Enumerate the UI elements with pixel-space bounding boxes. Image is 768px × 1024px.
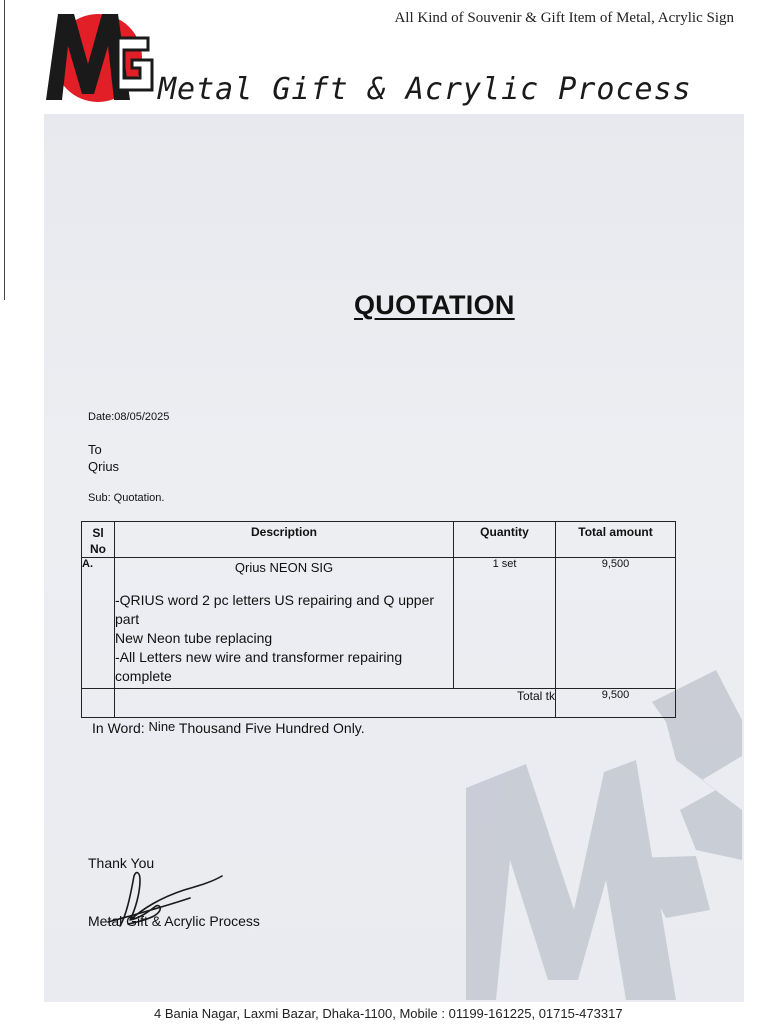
mg-logo-icon [44,8,154,104]
page-edge-rule [4,0,5,300]
footer-address: 4 Bania Nagar, Laxmi Bazar, Dhaka-1100, Mobile : 01199-161225, 01715-473317 [154,1006,623,1021]
closing-signer: Metal Gift & Acrylic Process [88,913,260,929]
table-row [82,558,676,689]
row-amount: 9,500 [556,558,676,689]
in-word-nine: Nine [148,719,176,734]
in-word-prefix: In Word: [92,720,149,736]
item-line: -QRIUS word 2 pc letters US repairing and Q upper part [115,592,435,627]
table-header-row [82,522,676,558]
item-line: New Neon tube replacing [115,630,273,646]
row-sl-no: A. [82,558,115,689]
header-quantity: Quantity [454,522,556,558]
closing-thanks: Thank You [88,855,155,871]
in-word-rest: Thousand Five Hundred Only. [175,720,365,736]
row-description [115,558,454,689]
subject-line: Sub: Quotation. [88,492,165,504]
recipient-name: Qrius [88,459,120,474]
document-title: QUOTATION [354,290,515,320]
total-label: Total tk [115,689,556,718]
quote-date: Date:08/05/2025 [88,411,170,423]
header-description: Description [115,522,454,558]
item-heading: Qrius NEON SIG [234,560,334,575]
header-total-amount: Total amount [556,522,676,558]
total-empty-cell [82,689,115,718]
total-amount: 9,500 [556,689,676,718]
header-sl-no: Sl No [82,522,115,558]
amount-in-words [92,720,365,736]
recipient-label: To [88,442,102,457]
item-line: -All Letters new wire and transformer repairing complete [115,649,403,684]
company-tagline: All Kind of Souvenir & Gift Item of Metal, Acrylic Sign [394,10,734,26]
total-row [82,689,676,718]
company-name: Metal Gift & Acrylic Process [158,72,692,107]
row-quantity: 1 set [454,558,556,689]
quotation-table [81,521,676,718]
